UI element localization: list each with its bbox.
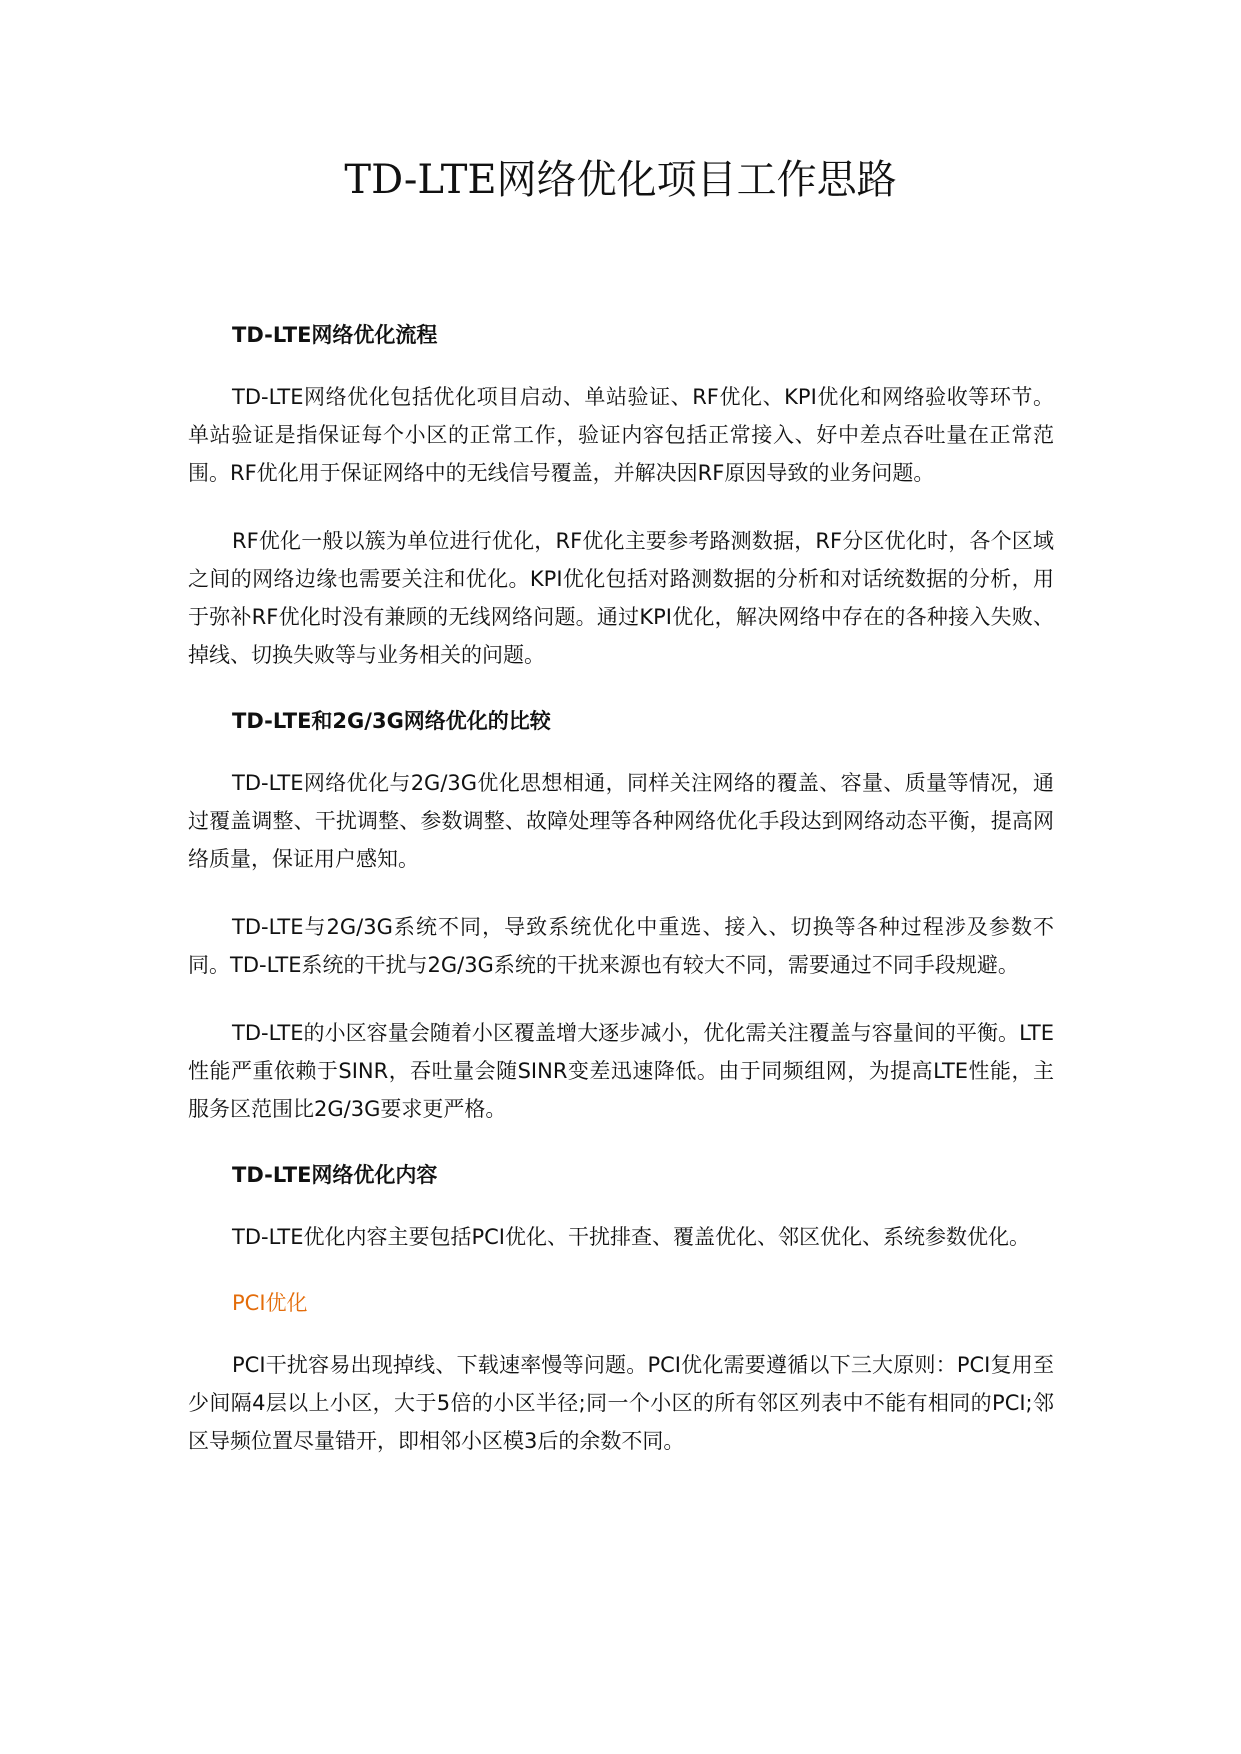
section-optimization-content xyxy=(188,1158,1054,1256)
subsection-heading: PCI优化 xyxy=(232,1291,308,1315)
paragraph: TD-LTE网络优化与2G/3G优化思想相通，同样关注网络的覆盖、容量、质量等情况，通过覆盖调整、干扰调整、参数调整、故障处理等各种网络优化手段达到网络动态平衡，提高网络质量，保证用户感知。 xyxy=(188,771,1054,871)
paragraph: TD-LTE与2G/3G系统不同，导致系统优化中重选、接入、切换等各种过程涉及参数不同。TD-LTE系统的干扰与2G/3G系统的干扰来源也有较大不同，需要通过不同手段规避。 xyxy=(188,915,1054,977)
paragraph: PCI干扰容易出现掉线、下载速率慢等问题。PCI优化需要遵循以下三大原则：PCI复用至少间隔4层以上小区，大于5倍的小区半径;同一个小区的所有邻区列表中不能有相同的PCI;邻区导频位置尽量错开，即相邻小区模3后的余数不同。 xyxy=(188,1353,1054,1453)
paragraph: RF优化一般以簇为单位进行优化，RF优化主要参考路测数据，RF分区优化时，各个区域之间的网络边缘也需要关注和优化。KPI优化包括对路测数据的分析和对话统数据的分析，用于弥补RF优化时没有兼顾的无线网络问题。通过KPI优化，解决网络中存在的各种接入失败、掉线、切换失败等与业务相关的问题。 xyxy=(188,529,1054,667)
section-heading: TD-LTE和2G/3G网络优化的比较 xyxy=(232,709,551,733)
section-pci-optimization xyxy=(188,1286,1054,1460)
paragraph: TD-LTE网络优化包括优化项目启动、单站验证、RF优化、KPI优化和网络验收等环节。单站验证是指保证每个小区的正常工作，验证内容包括正常接入、好中差点吞吐量在正常范围。RF优化用于保证网络中的无线信号覆盖，并解决因RF原因导致的业务问题。 xyxy=(188,385,1054,485)
document-body xyxy=(188,318,1054,1490)
paragraph: TD-LTE优化内容主要包括PCI优化、干扰排查、覆盖优化、邻区优化、系统参数优化。 xyxy=(232,1225,1030,1249)
section-heading: TD-LTE网络优化流程 xyxy=(232,323,438,347)
section-comparison xyxy=(188,704,1054,1128)
section-heading: TD-LTE网络优化内容 xyxy=(232,1163,438,1187)
paragraph: TD-LTE的小区容量会随着小区覆盖增大逐步减小，优化需关注覆盖与容量间的平衡。LTE性能严重依赖于SINR，吞吐量会随SINR变差迅速降低。由于同频组网，为提高LTE性能，主服务区范围比2G/3G要求更严格。 xyxy=(188,1021,1054,1121)
section-optimization-process xyxy=(188,318,1054,674)
document-title: TD-LTE网络优化项目工作思路 xyxy=(344,157,897,203)
